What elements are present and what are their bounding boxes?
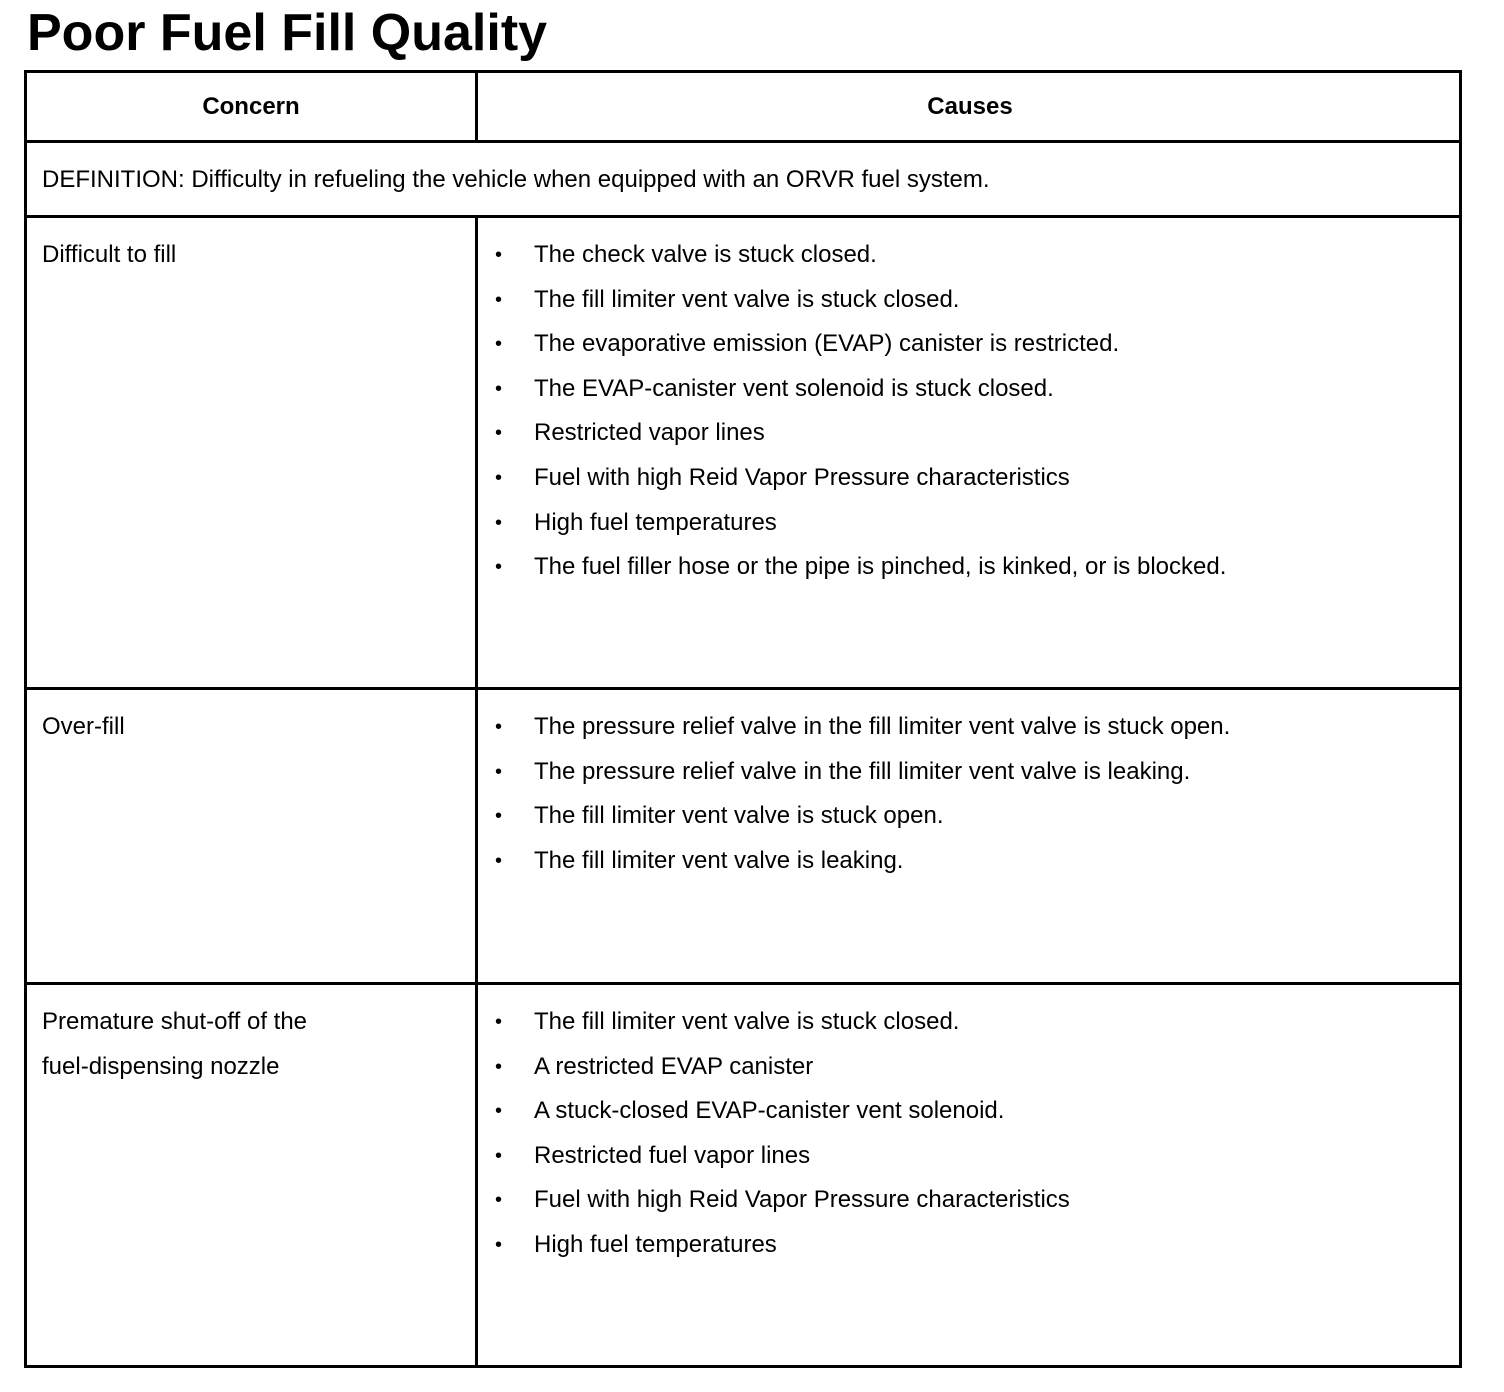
- concern-cell: [42, 705, 462, 750]
- page-title: Poor Fuel Fill Quality: [27, 4, 548, 62]
- cause-item: • The fill limiter vent valve is stuck closed.: [492, 278, 1452, 323]
- cause-item: • A restricted EVAP canister: [492, 1045, 1452, 1090]
- cause-item: • The fill limiter vent valve is leaking.: [492, 839, 1452, 884]
- concern-text: fuel-dispensing nozzle: [42, 1052, 280, 1080]
- causes-list: [492, 233, 1452, 590]
- troubleshooting-table: [24, 70, 1462, 1368]
- causes-list: [492, 705, 1452, 883]
- cause-item: • The pressure relief valve in the fill limiter vent valve is leaking.: [492, 750, 1452, 795]
- cause-item: • High fuel temperatures: [492, 501, 1452, 546]
- row-divider-2: [27, 982, 1459, 985]
- cause-item: • The fill limiter vent valve is stuck closed.: [492, 1000, 1452, 1045]
- concern-cell: [42, 233, 462, 278]
- concern-text: Premature shut-off of the: [42, 1008, 308, 1035]
- cause-item: • Fuel with high Reid Vapor Pressure characteristics: [492, 1178, 1452, 1223]
- concern-text: Over-fill: [42, 713, 125, 740]
- concern-text: Difficult to fill: [42, 241, 177, 268]
- definition-divider: [27, 215, 1459, 218]
- column-divider: [475, 215, 478, 1365]
- header-divider: [27, 140, 1459, 143]
- definition-text: DEFINITION: Difficulty in refueling the vehicle when equipped with an ORVR fuel system.: [42, 166, 990, 193]
- cause-item: • The fuel filler hose or the pipe is pinched, is kinked, or is blocked.: [492, 545, 1452, 590]
- cause-item: • The fill limiter vent valve is stuck open.: [492, 794, 1452, 839]
- cause-item: • The EVAP-canister vent solenoid is stuck closed.: [492, 367, 1452, 412]
- cause-item: • Restricted fuel vapor lines: [492, 1134, 1452, 1179]
- cause-item: • A stuck-closed EVAP-canister vent solenoid.: [492, 1089, 1452, 1134]
- cause-item: • The evaporative emission (EVAP) canister is restricted.: [492, 322, 1452, 367]
- cause-item: • Restricted vapor lines: [492, 411, 1452, 456]
- causes-list: [492, 1000, 1452, 1268]
- cause-item: • Fuel with high Reid Vapor Pressure characteristics: [492, 456, 1452, 501]
- cause-item: • High fuel temperatures: [492, 1223, 1452, 1268]
- concern-cell: [42, 1000, 462, 1089]
- header-concern: Concern: [202, 92, 300, 120]
- cause-item: • The check valve is stuck closed.: [492, 233, 1452, 278]
- header-causes: Causes: [927, 92, 1013, 120]
- cause-item: • The pressure relief valve in the fill limiter vent valve is stuck open.: [492, 705, 1452, 750]
- row-divider-1: [27, 687, 1459, 690]
